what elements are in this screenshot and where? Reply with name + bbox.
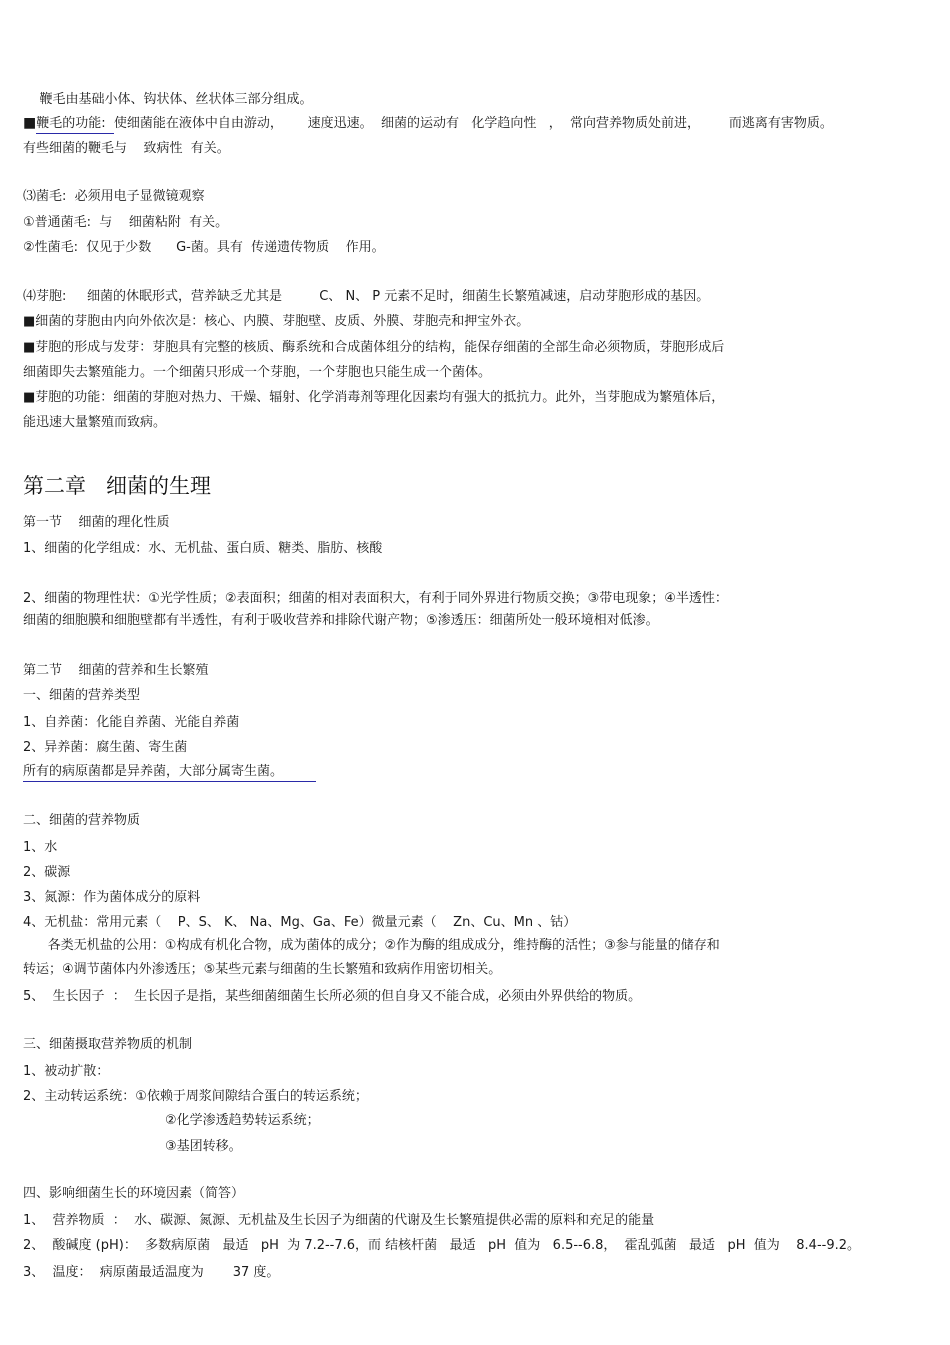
text-line-flagellum-structure: 鞭毛由基础小体、钩状体、丝状体三部分组成。 [23,92,313,107]
underlined-term: 鞭毛的功能: [36,116,114,134]
text-line: 细菌即失去繁殖能力。一个细菌只形成一个芽胞，一个芽胞也只能生成一个菌体。 [23,365,492,380]
text-line: ②化学渗透趋势转运系统； [165,1113,320,1128]
text-line: ①普通菌毛: 与 细菌粘附 有关。 [23,215,229,230]
text-line: 4、无机盐：常用元素（ P、S、 K、 Na、Mg、Ga、Fe）微量元素（ Zn、Cu、Mn 、钴） [23,915,577,930]
text-line: 2、主动转运系统：①依赖于周浆间隙结合蛋白的转运系统； [23,1089,368,1104]
text-line: ■芽胞的功能：细菌的芽胞对热力、干燥、辐射、化学消毒剂等理化因素均有强大的抵抗力。此外，当芽胞成为繁殖体后， [23,390,725,405]
text-line: 1、被动扩散： [23,1064,110,1079]
text-line: 细菌的细胞膜和细胞壁都有半透性，有利于吸收营养和排除代谢产物；⑤渗透压：细菌所处一般环境相对低渗。 [23,613,659,628]
text-line: 3、氮源：作为菌体成分的原料 [23,890,201,905]
text-line: 1、 营养物质 ： 水、碳源、氮源、无机盐及生长因子为细菌的代谢及生长繁殖提供必需的原料和充足的能量 [23,1213,655,1228]
subsection-heading: 一、细菌的营养类型 [23,688,141,703]
text-line: ■芽胞的形成与发芽：芽胞具有完整的核质、酶系统和合成菌体组分的结构，能保存细菌的全部生命必须物质，芽胞形成后 [23,340,725,355]
text-line-underlined [23,763,316,781]
text-line: 1、细菌的化学组成：水、无机盐、蛋白质、糖类、脂肪、核酸 [23,541,383,556]
text-line: 2、异养菌：腐生菌、寄生菌 [23,740,188,755]
text-line-flagellum-function [23,114,833,133]
text-line-spore: ⑷芽胞: 细菌的休眠形式，营养缺乏尤其是 C、 N、 P 元素不足时，细菌生长繁殖减速，启动芽胞形成的基因。 [23,289,710,304]
text-span: 使细菌能在液体中自由游动， 速度迅速。 细菌的运动有 化学趋向性 ， 常向营养物质处前进， 而逃离有害物质。 [113,116,833,131]
text-line: 3、 温度： 病原菌最适温度为 37 度。 [23,1265,280,1280]
text-line: 能迅速大量繁殖而致病。 [23,415,167,430]
subsection-heading: 二、细菌的营养物质 [23,813,141,828]
text-line: 2、 酸碱度 (pH)： 多数病原菌 最适 pH 为 7.2--7.6，而 结核杆菌 最适 pH 值为 6.5--6.8， 霍乱弧菌 最适 pH 值为 8.4--9.2。 [23,1238,861,1253]
text-line: ③基团转移。 [165,1139,242,1154]
text-line: 1、水 [23,840,58,855]
underlined-sentence: 所有的病原菌都是异养菌，大部分属寄生菌。 [23,764,316,782]
text-line: 2、细菌的物理性状：①光学性质；②表面积；细菌的相对表面积大，有利于同外界进行物质交换；③带电现象；④半透性： [23,591,728,606]
text-line: 5、 生长因子 ： 生长因子是指，某些细菌细菌生长所必须的但自身又不能合成，必须由外界供给的物质。 [23,989,642,1004]
text-line: 2、碳源 [23,865,71,880]
text-line: 有些细菌的鞭毛与 致病性 有关。 [23,141,230,156]
section-heading: 第二节 细菌的营养和生长繁殖 [23,663,209,678]
text-line: ②性菌毛: 仅见于少数 G-菌。具有 传递遗传物质 作用。 [23,240,385,255]
text-line-pili: ⑶菌毛: 必须用电子显微镜观察 [23,189,205,204]
text-line: 1、自养菌：化能自养菌、光能自养菌 [23,715,240,730]
subsection-heading: 四、影响细菌生长的环境因素（简答） [23,1186,245,1201]
section-heading: 第一节 细菌的理化性质 [23,515,170,530]
chapter-heading: 第二章 细菌的生理 [23,474,212,498]
square-bullet-icon: ■ [23,115,37,131]
text-line: ■细菌的芽胞由内向外依次是：核心、内膜、芽胞壁、皮质、外膜、芽胞壳和押宝外衣。 [23,314,530,329]
text-line: 各类无机盐的公用：①构成有机化合物，成为菌体的成分；②作为酶的组成成分，维持酶的活性；③参与能量的储存和 [23,938,720,953]
text-line: 转运；④调节菌体内外渗透压；⑤某些元素与细菌的生长繁殖和致病作用密切相关。 [23,962,502,977]
subsection-heading: 三、细菌摄取营养物质的机制 [23,1037,193,1052]
